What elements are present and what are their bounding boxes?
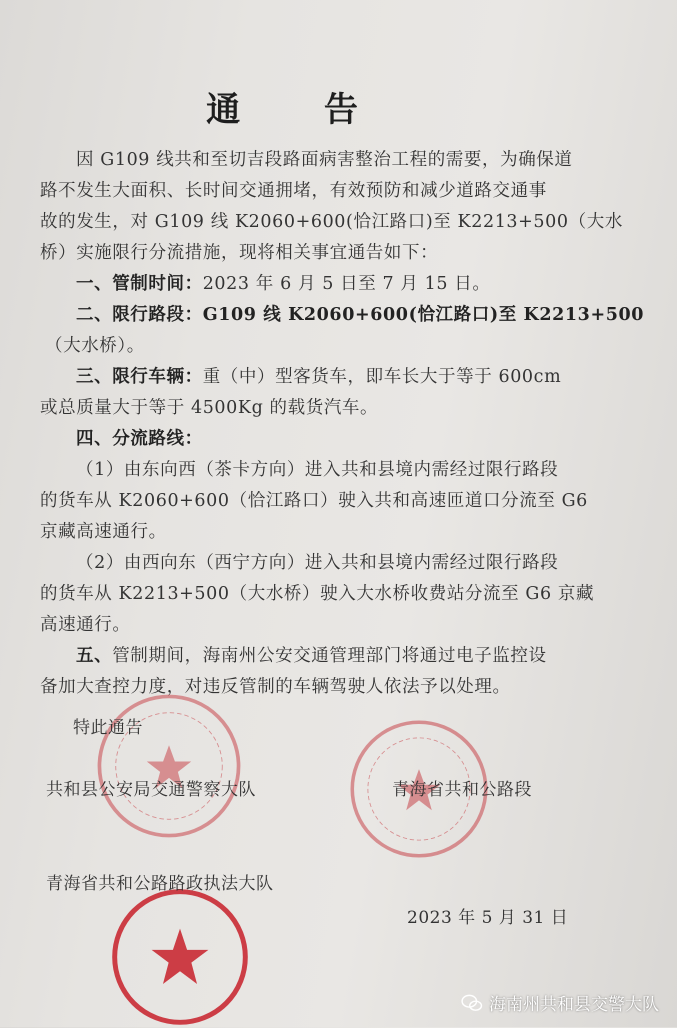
line-text: 管制期间，海南州公安交通管理部门将通过电子监控设 xyxy=(112,646,547,666)
body-line xyxy=(40,490,588,512)
line-text: 或总质量大于等于 4500Kg 的载货汽车。 xyxy=(40,398,379,418)
wechat-icon xyxy=(461,994,483,1012)
body-line xyxy=(40,521,167,543)
body-line xyxy=(76,149,573,171)
body-line xyxy=(76,459,558,481)
signatory-enforcement: 青海省共和公路路政执法大队 xyxy=(46,874,274,894)
body-line xyxy=(40,180,547,202)
line-text: 的货车从 K2060+600（恰江路口）驶入共和高速匝道口分流至 G6 xyxy=(40,491,588,511)
body-line xyxy=(76,552,558,574)
body-line xyxy=(76,273,490,295)
section-heading: 四、分流路线： xyxy=(76,429,203,449)
enforcement-stamp xyxy=(105,886,255,1028)
line-text: 备加大查控力度，对违反管制的车辆驾驶人依法予以处理。 xyxy=(40,677,511,697)
issue-date: 2023 年 5 月 31 日 xyxy=(407,908,569,928)
body-line xyxy=(76,645,547,667)
section-heading: 五、 xyxy=(76,646,113,666)
body-line xyxy=(40,242,438,264)
body-line xyxy=(40,211,623,233)
line-text: 路不发生大面积、长时间交通拥堵，有效预防和减少道路交通事 xyxy=(40,181,547,201)
watermark-text: 海南州共和县交警大队 xyxy=(489,995,659,1015)
body-line xyxy=(76,366,561,388)
section-heading: 三、限行车辆： xyxy=(76,367,203,387)
closing-text: 特此通告 xyxy=(73,718,143,738)
line-text: 故的发生，对 G109 线 K2060+600(恰江路口)至 K2213+500（大水 xyxy=(40,212,623,232)
line-text: 重（中）型客货车，即车长大于等于 600cm xyxy=(202,367,562,387)
line-text: （2）由西向东（西宁方向）进入共和县境内需经过限行路段 xyxy=(76,553,559,573)
line-text: G109 线 K2060+600(恰江路口)至 K2213+500 xyxy=(202,305,645,325)
line-text: （1）由东向西（茶卡方向）进入共和县境内需经过限行路段 xyxy=(76,460,559,480)
line-text: 的货车从 K2213+500（大水桥）驶入大水桥收费站分流至 G6 京藏 xyxy=(40,584,595,604)
line-text: 高速通行。 xyxy=(40,615,131,635)
body-line xyxy=(76,428,203,450)
line-text: （大水桥）。 xyxy=(45,336,145,356)
body-line xyxy=(40,397,378,419)
section-heading: 二、限行路段： xyxy=(76,305,203,325)
body-line xyxy=(76,304,644,326)
body-line xyxy=(40,614,131,636)
line-text: 因 G109 线共和至切吉段路面病害整治工程的需要，为确保道 xyxy=(76,150,573,170)
signatory-police: 共和县公安局交通警察大队 xyxy=(46,780,256,800)
signatory-highway: 青海省共和公路段 xyxy=(392,780,532,800)
document-title: 通 告 xyxy=(206,90,394,130)
body-line xyxy=(40,583,594,605)
line-text: 桥）实施限行分流措施，现将相关事宜通告如下： xyxy=(40,243,439,263)
line-text: 2023 年 6 月 5 日至 7 月 15 日。 xyxy=(202,274,491,294)
body-line xyxy=(45,335,145,357)
line-text: 京藏高速通行。 xyxy=(40,522,167,542)
section-heading: 一、管制时间： xyxy=(76,274,203,294)
watermark xyxy=(461,990,659,1015)
